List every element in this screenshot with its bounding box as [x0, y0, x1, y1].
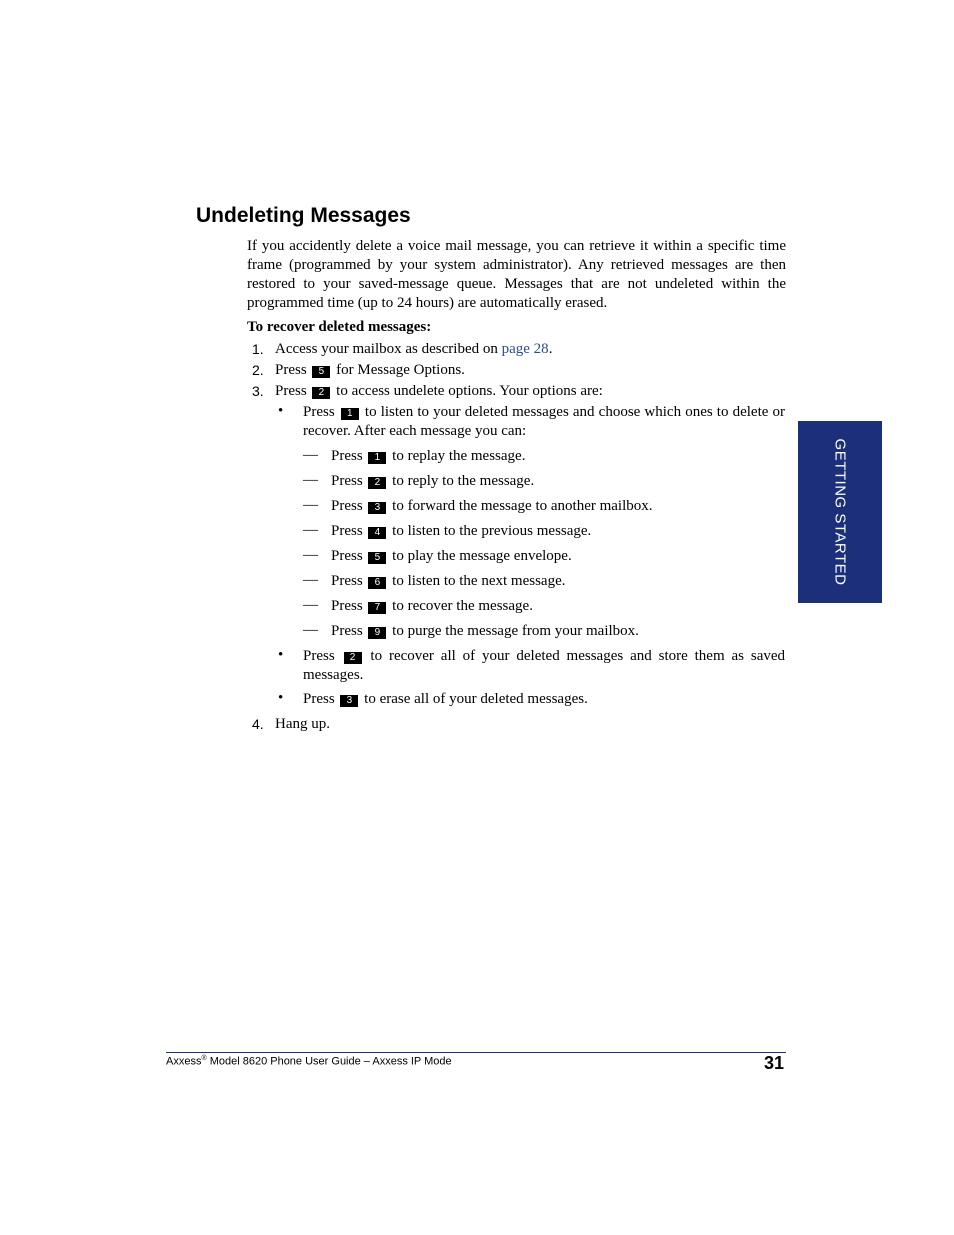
key-9-icon: 9 — [368, 627, 386, 639]
sub-option-text: Press 6 to listen to the next message. — [331, 573, 566, 589]
page-number: 31 — [763, 1053, 784, 1073]
sub-option-text: Press 3 to forward the message to another mailbox. — [331, 498, 653, 514]
sub-option-text: Press 9 to purge the message from your mailbox. — [331, 623, 639, 639]
footer-text: Axxess® Model 8620 Phone User Guide – Axxess IP Mode — [166, 1055, 452, 1068]
key-7-icon: 7 — [368, 602, 386, 614]
key-1-icon: 1 — [368, 452, 386, 464]
step-number: 4. — [252, 716, 264, 732]
step-number: 2. — [252, 362, 264, 378]
key-1-icon: 1 — [341, 408, 359, 420]
step-text: Hang up. — [275, 716, 330, 732]
option-text: Press 3 to erase all of your deleted messages. — [303, 691, 588, 707]
sub-option-text: Press 2 to reply to the message. — [331, 473, 535, 489]
key-4-icon: 4 — [368, 527, 386, 539]
bullet-mark: • — [278, 690, 284, 706]
dash-mark: — — [303, 597, 318, 613]
sub-option-text: Press 4 to listen to the previous message. — [331, 523, 592, 539]
procedure-heading: To recover deleted messages: — [247, 319, 432, 335]
step-number: 1. — [252, 341, 264, 357]
dash-mark: — — [303, 447, 318, 463]
key-6-icon: 6 — [368, 577, 386, 589]
section-tab — [798, 421, 882, 603]
sub-option-text: Press 7 to recover the message. — [331, 598, 533, 614]
dash-mark: — — [303, 472, 318, 488]
dash-mark: — — [303, 547, 318, 563]
key-2-icon: 2 — [368, 477, 386, 489]
step-text: Press 2 to access undelete options. Your options are: — [275, 383, 603, 399]
footer-rule — [166, 1052, 786, 1053]
page-28-link[interactable]: page 28 — [501, 341, 549, 357]
key-5-icon: 5 — [312, 366, 330, 378]
option-text: Press 2 to recover all of your deleted messages and store them as saved messages. — [303, 648, 786, 683]
key-3-icon: 3 — [340, 695, 358, 707]
bullet-mark: • — [278, 647, 284, 663]
step-text: Access your mailbox as described on page 28. — [275, 341, 553, 357]
key-2-icon: 2 — [312, 387, 330, 399]
dash-mark: — — [303, 572, 318, 588]
dash-mark: — — [303, 622, 318, 638]
sub-option-text: Press 1 to replay the message. — [331, 448, 526, 464]
step-number: 3. — [252, 383, 264, 399]
key-5-icon: 5 — [368, 552, 386, 564]
section-tab-label: GETTING STARTED — [831, 438, 849, 586]
page-heading: Undeleting Messages — [196, 204, 411, 227]
option-text: Press 1 to listen to your deleted messages and choose which ones to delete or recover. After each message you can: — [303, 404, 786, 439]
key-3-icon: 3 — [368, 502, 386, 514]
key-2-icon: 2 — [344, 652, 362, 664]
bullet-mark: • — [278, 403, 284, 419]
sub-option-text: Press 5 to play the message envelope. — [331, 548, 572, 564]
step-text: Press 5 for Message Options. — [275, 362, 465, 378]
dash-mark: — — [303, 522, 318, 538]
dash-mark: — — [303, 497, 318, 513]
intro-paragraph: If you accidently delete a voice mail message, you can retrieve it within a specific time frame (programmed by your system administrator). Any retrieved messages are then restored to your saved-message queue. Messages that are not undeleted within the programmed time (up to 24 hours) are automatically erased. — [247, 238, 786, 311]
